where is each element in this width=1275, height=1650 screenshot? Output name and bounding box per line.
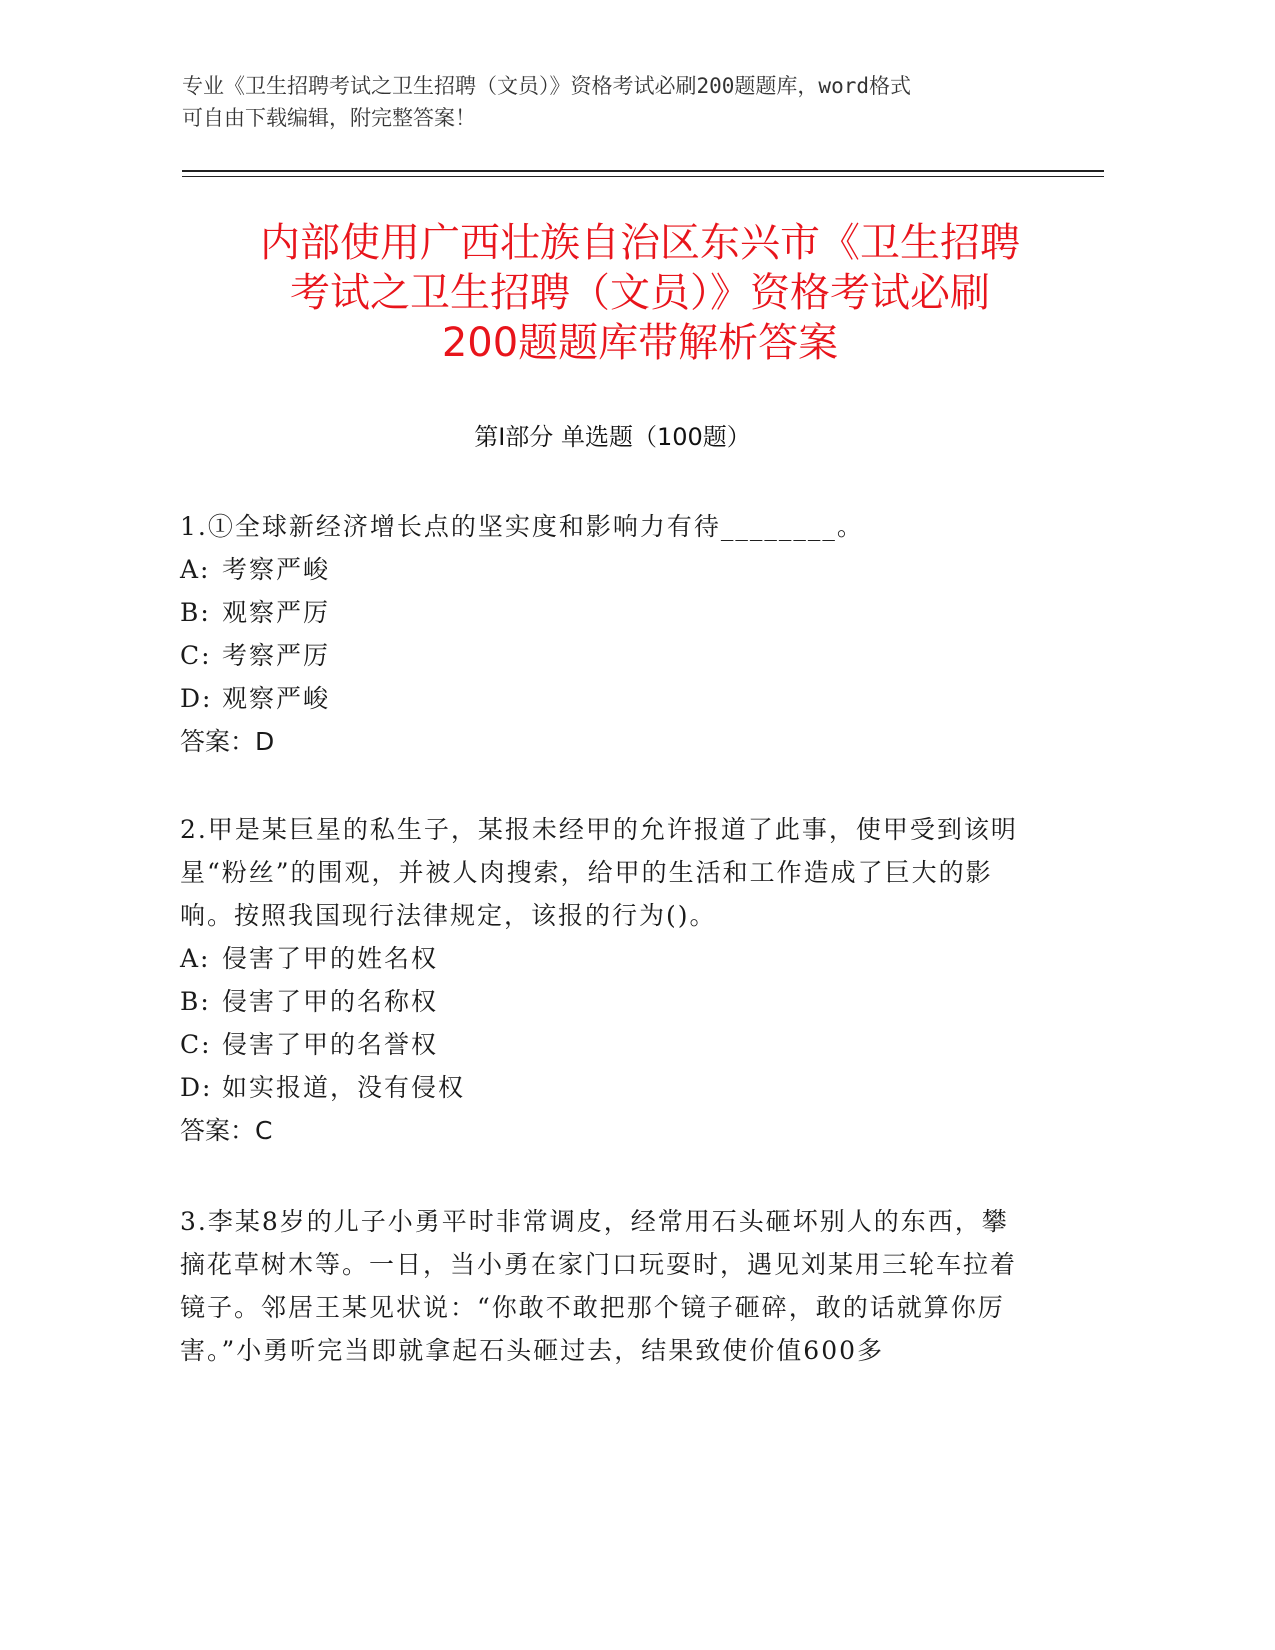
option-key: B:	[180, 987, 211, 1016]
document-title	[160, 218, 1120, 368]
option-key: B:	[180, 598, 211, 627]
document-title-line-1: 内部使用广西壮族自治区东兴市《卫生招聘	[260, 220, 1020, 266]
option-d	[180, 677, 1020, 720]
option-key: A:	[180, 555, 211, 584]
question-3	[180, 1200, 1020, 1372]
header-note	[182, 70, 1042, 134]
answer: 答案：C	[180, 1116, 273, 1145]
option-text: 侵害了甲的名称权	[222, 987, 439, 1016]
question-1	[180, 505, 1020, 764]
section-title: 第Ⅰ部分 单选题（100题）	[474, 423, 751, 451]
option-b	[180, 591, 1020, 634]
option-c	[180, 634, 1020, 677]
header-note-line-2: 可自由下载编辑，附完整答案！	[182, 106, 476, 130]
question-stem: 1.①全球新经济增长点的坚实度和影响力有待________。	[180, 512, 864, 541]
option-text: 考察严厉	[222, 641, 331, 670]
option-d	[180, 1066, 1020, 1109]
option-key: A:	[180, 944, 211, 973]
option-key: D:	[180, 1073, 213, 1102]
document-title-line-3: 200题题库带解析答案	[441, 320, 839, 366]
answer: 答案：D	[180, 727, 275, 756]
option-text: 侵害了甲的姓名权	[222, 944, 439, 973]
option-c	[180, 1023, 1020, 1066]
option-a	[180, 937, 1020, 980]
option-text: 观察严厉	[222, 598, 331, 627]
option-key: C:	[180, 1030, 212, 1059]
document-title-line-2: 考试之卫生招聘（文员）》资格考试必刷	[290, 270, 990, 316]
option-text: 如实报道，没有侵权	[222, 1073, 466, 1102]
question-stem: 2.甲是某巨星的私生子，某报未经甲的允许报道了此事，使甲受到该明星“粉丝”的围观，并被人肉搜索，给甲的生活和工作造成了巨大的影响。按照我国现行法律规定，该报的行为()。	[180, 815, 1018, 930]
header-divider-thin	[182, 176, 1104, 177]
option-a	[180, 548, 1020, 591]
option-text: 观察严峻	[222, 684, 331, 713]
option-key: D:	[180, 684, 213, 713]
question-stem: 3.李某8岁的儿子小勇平时非常调皮，经常用石头砸坏别人的东西，攀摘花草树木等。一日，当小勇在家门口玩耍时，遇见刘某用三轮车拉着镜子。邻居王某见状说：“你敢不敢把那个镜子砸碎，敢的话就算你厉害。”小勇听完当即就拿起石头砸过去，结果致使价值600多	[180, 1207, 1018, 1365]
option-key: C:	[180, 641, 212, 670]
header-note-line-1: 专业《卫生招聘考试之卫生招聘（文员）》资格考试必刷200题题库，word格式	[182, 74, 911, 98]
header-divider-thick	[182, 170, 1104, 172]
option-text: 侵害了甲的名誉权	[222, 1030, 439, 1059]
question-2	[180, 808, 1020, 1153]
option-b	[180, 980, 1020, 1023]
option-text: 考察严峻	[222, 555, 331, 584]
